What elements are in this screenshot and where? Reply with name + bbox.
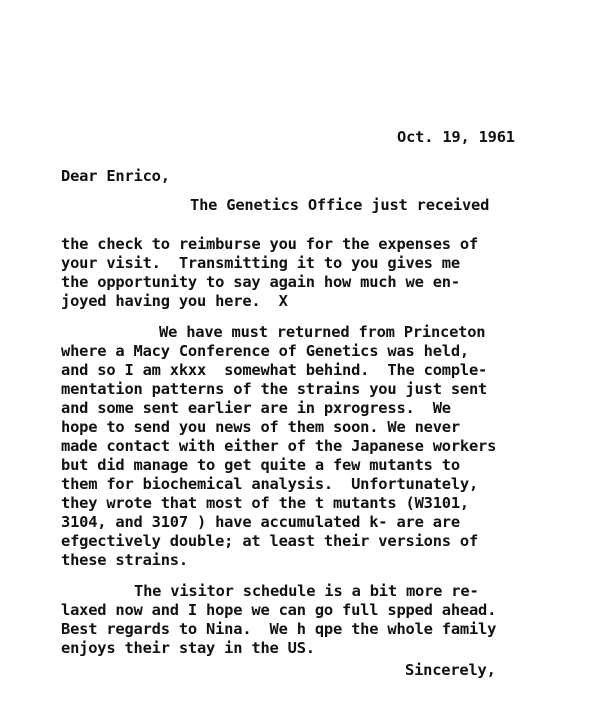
paragraph-1-line: The Genetics Office just received bbox=[190, 196, 490, 214]
paragraph-2-line: where a Macy Conference of Genetics was held, bbox=[61, 342, 469, 360]
letter-date: Oct. 19, 1961 bbox=[397, 128, 515, 146]
paragraph-3-line: Best regards to Nina. We h qpe the whole family bbox=[61, 620, 497, 638]
paragraph-2-line: made contact with either of the Japanese workers bbox=[61, 437, 497, 455]
paragraph-2-line: efgectively double; at least their versions of bbox=[61, 532, 479, 550]
paragraph-2-line: them for biochemical analysis. Unfortunately, bbox=[61, 475, 479, 493]
paragraph-3-line: laxed now and I hope we can go full spped ahead. bbox=[61, 601, 497, 619]
paragraph-2-line: mentation patterns of the strains you just sent bbox=[61, 380, 488, 398]
paragraph-2-line: We have must returned from Princeton bbox=[159, 323, 486, 341]
paragraph-1-line: the check to reimburse you for the expenses of bbox=[61, 235, 479, 253]
paragraph-3-line: The visitor schedule is a bit more re- bbox=[134, 582, 479, 600]
paragraph-2-line: and so I am xkxx somewhat behind. The comple- bbox=[61, 361, 488, 379]
paragraph-2-line: but did manage to get quite a few mutants to bbox=[61, 456, 460, 474]
salutation: Dear Enrico, bbox=[61, 167, 170, 185]
paragraph-2-line: they wrote that most of the t mutants (W3101, bbox=[61, 494, 469, 512]
paragraph-2-line: 3104, and 3107 ) have accumulated k- are are bbox=[61, 513, 460, 531]
paragraph-2-line: these strains. bbox=[61, 551, 188, 569]
paragraph-3-line: enjoys their stay in the US. bbox=[61, 639, 315, 657]
paragraph-1-line: joyed having you here. X bbox=[61, 292, 288, 310]
paragraph-1-line: your visit. Transmitting it to you gives me bbox=[61, 254, 460, 272]
paragraph-2-line: and some sent earlier are in pxrogress. We bbox=[61, 399, 451, 417]
closing: Sincerely, bbox=[405, 661, 496, 679]
paragraph-1-line: the opportunity to say again how much we en- bbox=[61, 273, 460, 291]
paragraph-2-line: hope to send you news of them soon. We never bbox=[61, 418, 460, 436]
